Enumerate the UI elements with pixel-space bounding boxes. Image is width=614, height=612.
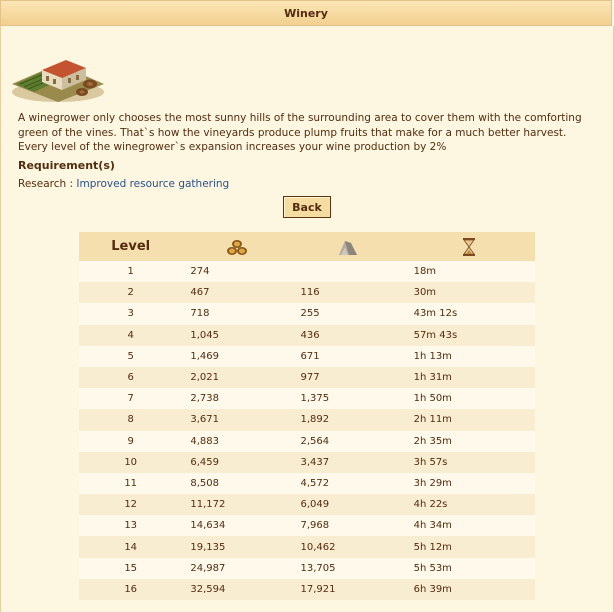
level-header: Level xyxy=(79,232,182,261)
marble-cell: 116 xyxy=(293,282,404,303)
window-title: Winery xyxy=(0,0,612,26)
marble-header xyxy=(293,232,404,261)
marble-cell: 6,049 xyxy=(293,494,404,515)
wood-cell: 8,508 xyxy=(182,473,292,494)
time-cell: 4h 22s xyxy=(404,494,535,515)
marble-cell: 255 xyxy=(293,303,404,324)
level-cell: 12 xyxy=(79,494,182,515)
time-cell: 5h 53m xyxy=(404,558,535,579)
research-link[interactable]: Improved resource gathering xyxy=(76,178,230,190)
level-cell: 11 xyxy=(79,473,182,494)
wood-cell: 3,671 xyxy=(182,409,292,430)
level-table xyxy=(79,232,535,600)
time-cell: 1h 50m xyxy=(404,388,535,409)
level-cell: 15 xyxy=(79,558,182,579)
table-row xyxy=(79,536,535,557)
time-cell: 3h 29m xyxy=(404,473,535,494)
wood-cell: 11,172 xyxy=(182,494,292,515)
wood-cell: 1,469 xyxy=(182,346,292,367)
marble-icon xyxy=(337,238,359,256)
time-cell: 3h 57s xyxy=(404,452,535,473)
time-cell: 18m xyxy=(404,261,535,282)
level-cell: 6 xyxy=(79,367,182,388)
table-row xyxy=(79,579,535,600)
wood-cell: 4,883 xyxy=(182,431,292,452)
level-cell: 14 xyxy=(79,536,182,557)
time-header xyxy=(404,232,535,261)
table-row xyxy=(79,409,535,430)
marble-cell: 1,892 xyxy=(293,409,404,430)
table-row xyxy=(79,367,535,388)
wood-cell: 24,987 xyxy=(182,558,292,579)
hourglass-icon xyxy=(462,238,476,256)
level-cell: 3 xyxy=(79,303,182,324)
table-row xyxy=(79,494,535,515)
time-cell: 57m 43s xyxy=(404,325,535,346)
time-cell: 1h 31m xyxy=(404,367,535,388)
marble-cell: 3,437 xyxy=(293,452,404,473)
table-row xyxy=(79,282,535,303)
level-cell: 13 xyxy=(79,515,182,536)
wood-cell: 14,634 xyxy=(182,515,292,536)
back-button[interactable]: Back xyxy=(283,196,331,218)
marble-cell: 10,462 xyxy=(293,536,404,557)
research-label: Research : xyxy=(18,178,74,190)
wood-cell: 718 xyxy=(182,303,292,324)
table-row xyxy=(79,431,535,452)
time-cell: 4h 34m xyxy=(404,515,535,536)
wood-cell: 274 xyxy=(182,261,292,282)
marble-cell: 7,968 xyxy=(293,515,404,536)
level-cell: 4 xyxy=(79,325,182,346)
table-row xyxy=(79,515,535,536)
level-cell: 16 xyxy=(79,579,182,600)
level-cell: 5 xyxy=(79,346,182,367)
wood-cell: 2,738 xyxy=(182,388,292,409)
wood-cell: 1,045 xyxy=(182,325,292,346)
marble-cell: 4,572 xyxy=(293,473,404,494)
wood-icon xyxy=(225,238,249,256)
table-row xyxy=(79,388,535,409)
wood-cell: 467 xyxy=(182,282,292,303)
table-row xyxy=(79,473,535,494)
time-cell: 2h 35m xyxy=(404,431,535,452)
table-row xyxy=(79,346,535,367)
level-cell: 2 xyxy=(79,282,182,303)
time-cell: 1h 13m xyxy=(404,346,535,367)
time-cell: 43m 12s xyxy=(404,303,535,324)
time-cell: 30m xyxy=(404,282,535,303)
wood-cell: 6,459 xyxy=(182,452,292,473)
time-cell: 6h 39m xyxy=(404,579,535,600)
level-cell: 1 xyxy=(79,261,182,282)
research-requirement xyxy=(18,178,229,190)
level-cell: 8 xyxy=(79,409,182,430)
wood-cell: 19,135 xyxy=(182,536,292,557)
building-description: A winegrower only chooses the most sunny hills of the surrounding area to cover them with the comforting green of the vines. That`s how the vineyards produce plump fruits that make for a much better harvest. Every level of the winegrower`s expansion increases your wine production by 2% xyxy=(18,112,582,153)
time-cell: 2h 11m xyxy=(404,409,535,430)
marble-cell: 17,921 xyxy=(293,579,404,600)
wood-cell: 2,021 xyxy=(182,367,292,388)
table-row xyxy=(79,325,535,346)
level-cell: 10 xyxy=(79,452,182,473)
time-cell: 5h 12m xyxy=(404,536,535,557)
level-cell: 9 xyxy=(79,431,182,452)
marble-cell: 436 xyxy=(293,325,404,346)
left-border xyxy=(0,26,1,612)
table-row xyxy=(79,261,535,282)
marble-cell: 1,375 xyxy=(293,388,404,409)
table-row xyxy=(79,452,535,473)
table-header-row xyxy=(79,232,535,261)
requirements-heading: Requirement(s) xyxy=(18,159,115,172)
wood-header xyxy=(182,232,292,261)
marble-cell xyxy=(293,261,404,282)
marble-cell: 977 xyxy=(293,367,404,388)
table-row xyxy=(79,303,535,324)
marble-cell: 2,564 xyxy=(293,431,404,452)
table-row xyxy=(79,558,535,579)
level-cell: 7 xyxy=(79,388,182,409)
marble-cell: 671 xyxy=(293,346,404,367)
winery-building-image xyxy=(8,34,108,104)
marble-cell: 13,705 xyxy=(293,558,404,579)
wood-cell: 32,594 xyxy=(182,579,292,600)
